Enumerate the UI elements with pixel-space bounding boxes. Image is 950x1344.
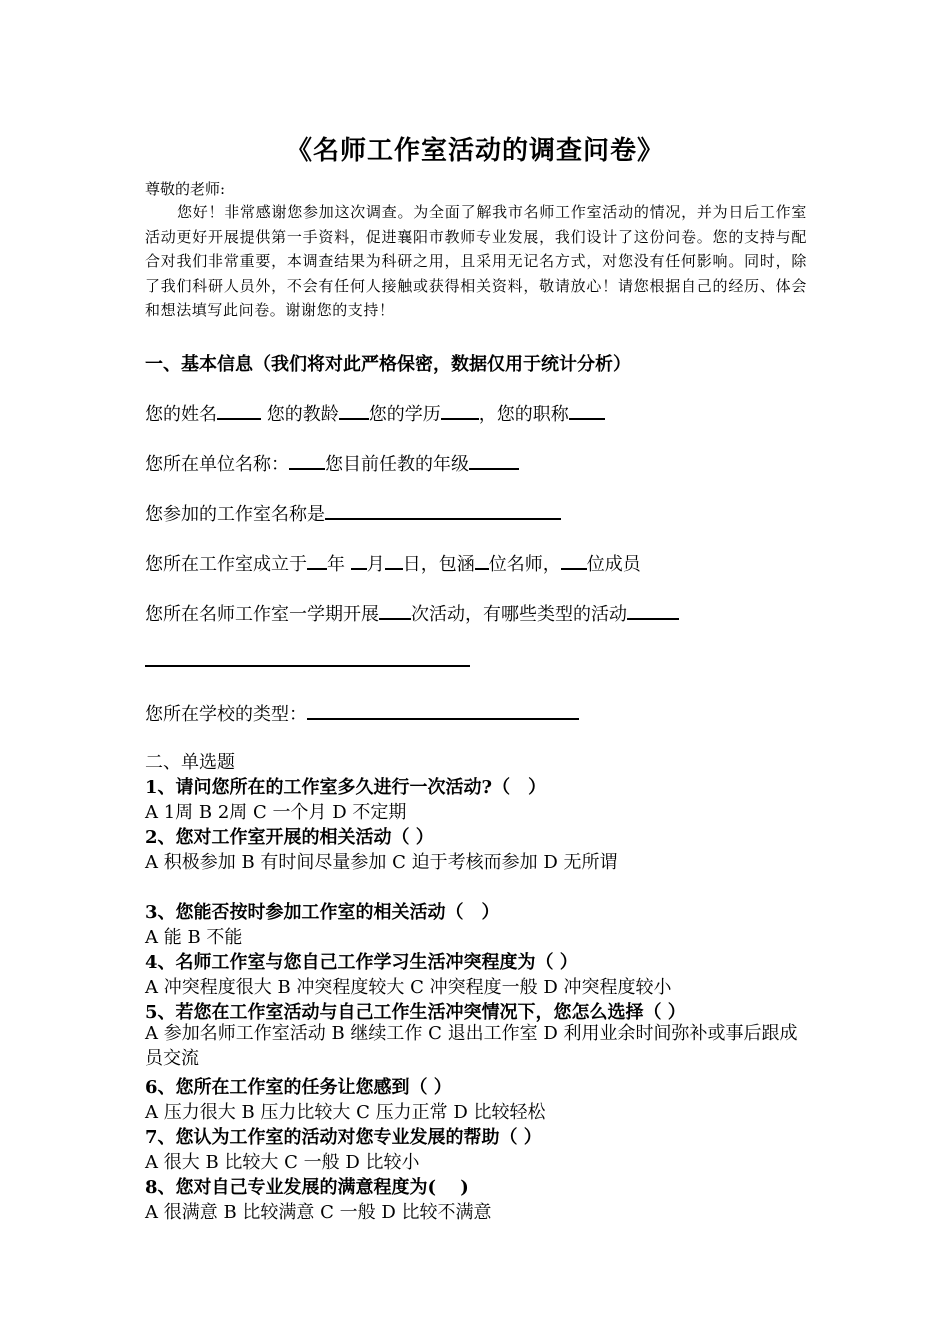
year-label: 年 — [327, 554, 351, 575]
options-8[interactable]: A 很满意 B 比较满意 C 一般 D 比较不满意 — [145, 1202, 492, 1223]
studio-name-blank[interactable] — [325, 500, 561, 520]
school-type-blank[interactable] — [307, 700, 579, 720]
question-5: 5、若您在工作室活动与自己工作生活冲突情况下，您怎么选择（ ） — [145, 1002, 686, 1023]
options-3[interactable]: A 能 B 不能 — [145, 927, 243, 948]
studio-name-line — [145, 500, 561, 526]
options-4[interactable]: A 冲突程度很大 B 冲突程度较大 C 冲突程度一般 D 冲突程度较小 — [145, 977, 672, 998]
name-blank[interactable] — [217, 400, 261, 420]
name-label: 您的姓名 — [145, 404, 217, 425]
grade-label: 您目前任教的年级 — [325, 454, 469, 475]
question-1: 1、请问您所在的工作室多久进行一次活动?（ ） — [145, 777, 547, 798]
activity-types-blank[interactable] — [627, 600, 679, 620]
question-8: 8、您对自己专业发展的满意程度为( ) — [145, 1177, 469, 1198]
question-3: 3、您能否按时参加工作室的相关活动（ ） — [145, 902, 500, 923]
title-label: ，您的职称 — [478, 404, 569, 425]
page-title: 《名师工作室活动的调查问卷》 — [285, 136, 664, 166]
section1-heading: 一、基本信息（我们将对此严格保密，数据仅用于统计分析） — [145, 354, 631, 375]
year-blank[interactable] — [307, 550, 327, 570]
question-2: 2、您对工作室开展的相关活动（ ） — [145, 827, 434, 848]
month-label: 月 — [366, 554, 385, 575]
activity-types-continuation-blank[interactable] — [145, 665, 470, 667]
options-7[interactable]: A 很大 B 比较大 C 一般 D 比较小 — [145, 1152, 420, 1173]
education-label: 您的学历 — [368, 404, 441, 425]
masters-label: 位名师， — [488, 554, 561, 575]
teaching-age-label: 您的教龄 — [261, 404, 339, 425]
options-2[interactable]: A 积极参加 B 有时间尽量参加 C 迫于考核而参加 D 无所谓 — [145, 852, 618, 873]
members-blank[interactable] — [561, 550, 587, 570]
question-7: 7、您认为工作室的活动对您专业发展的帮助（ ） — [145, 1127, 542, 1148]
masters-blank[interactable] — [475, 550, 489, 570]
personal-info-line — [145, 400, 605, 426]
unit-label: 您所在单位名称： — [145, 454, 289, 475]
section2-heading: 二、单选题 — [145, 752, 235, 773]
day-label: 日，包涵 — [402, 554, 475, 575]
teaching-age-blank[interactable] — [339, 400, 369, 420]
founded-label: 您所在工作室成立于 — [145, 554, 307, 575]
options-1[interactable]: A 1周 B 2周 C 一个月 D 不定期 — [145, 802, 407, 823]
question-6: 6、您所在工作室的任务让您感到（ ） — [145, 1077, 452, 1098]
school-type-line — [145, 700, 579, 726]
intro-paragraph: 您好！非常感谢您参加这次调查。为全面了解我市名师工作室活动的情况，并为日后工作室活动更好开展提供第一手资料，促进襄阳市教师专业发展，我们设计了这份问卷。您的支持与配合对我们非常重要，本调查结果为科研之用，且采用无记名方式，对您没有任何影响。同时，除了我们科研人员外，不会有任何人接触或获得相关资料，敬请放心！请您根据自己的经历、体会和想法填写此问卷。谢谢您的支持！ — [145, 203, 807, 319]
unit-line — [145, 450, 519, 476]
unit-blank[interactable] — [289, 450, 325, 470]
grade-blank[interactable] — [469, 450, 519, 470]
month-blank[interactable] — [351, 550, 367, 570]
options-5[interactable]: A 参加名师工作室活动 B 继续工作 C 退出工作室 D 利用业余时间弥补或事后跟成员交流 — [145, 1023, 798, 1069]
question-4: 4、名师工作室与您自己工作学习生活冲突程度为（ ） — [145, 952, 578, 973]
studio-name-label: 您参加的工作室名称是 — [145, 504, 325, 525]
activity-types-label: 次活动，有哪些类型的活动 — [411, 604, 627, 625]
title-blank[interactable] — [569, 400, 605, 420]
options-6[interactable]: A 压力很大 B 压力比较大 C 压力正常 D 比较轻松 — [145, 1102, 546, 1123]
school-type-label: 您所在学校的类型： — [145, 704, 307, 725]
founded-line — [145, 550, 641, 576]
activity-count-blank[interactable] — [379, 600, 411, 620]
greeting: 尊敬的老师: — [145, 180, 226, 198]
members-label: 位成员 — [586, 554, 641, 575]
day-blank[interactable] — [385, 550, 403, 570]
activities-label: 您所在名师工作室一学期开展 — [145, 604, 379, 625]
education-blank[interactable] — [441, 400, 479, 420]
activities-line — [145, 600, 679, 626]
